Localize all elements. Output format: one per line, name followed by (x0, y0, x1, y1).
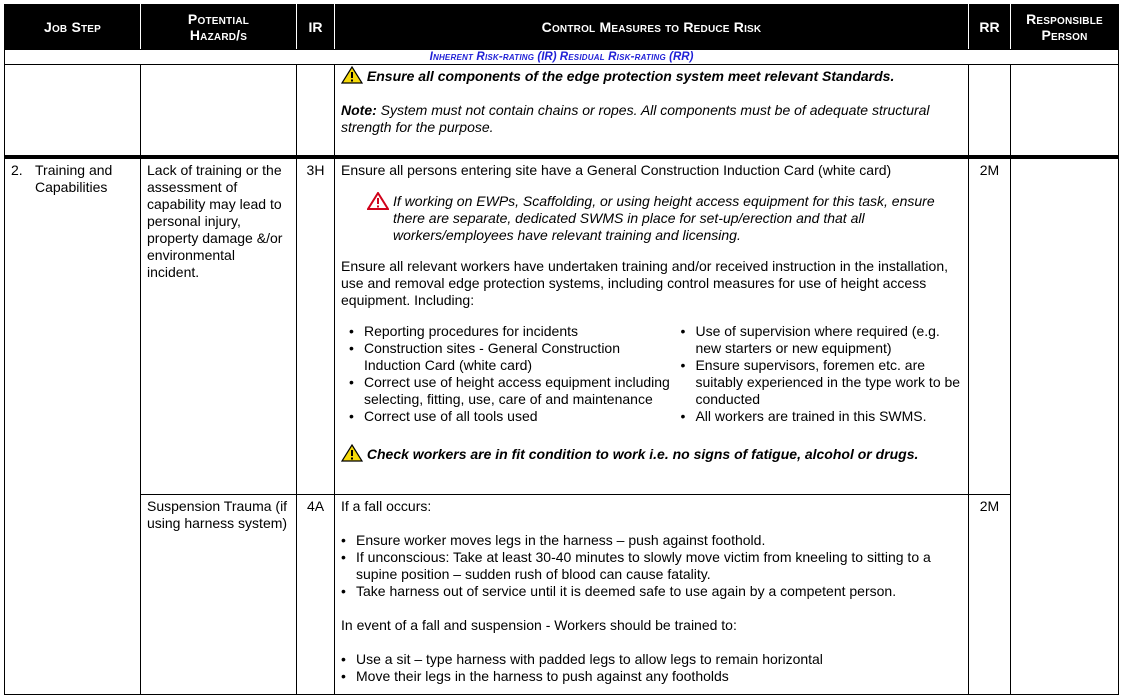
cell-rr-suspension (969, 495, 1011, 695)
training-topics-right (672, 323, 962, 425)
cell-job-step (5, 157, 141, 695)
suspension-training-list (341, 651, 962, 685)
col-header-responsible (1011, 5, 1119, 50)
note-paragraph (341, 102, 962, 136)
cell-ir-suspension (297, 495, 335, 695)
cell-empty-step (5, 65, 141, 157)
col-header-hazards-line2: Hazard/s (189, 27, 248, 43)
col-header-rr: RR (969, 5, 1011, 50)
table-row-suspension (5, 495, 1119, 695)
rr-training-value: 2M (979, 161, 1000, 178)
list-item: • Correct use of height access equipment including selecting, fitting, use, care of and maintenance (341, 374, 670, 408)
legend-inherent-abbr: (IR) (537, 51, 557, 63)
fit-condition-warning-text: Check workers are in fit condition to work i.e. no signs of fatigue, alcohol or drugs. (366, 445, 919, 462)
col-header-responsible-line2: Person (1041, 27, 1088, 43)
list-item: • All workers are trained in this SWMS. (672, 408, 962, 425)
ewp-warning-text: If working on EWPs, Scaffolding, or using height access equipment for this task, ensure there are separate, dedicated SWMS in place for set-up/erection and that all workers/employees have relevant training and licensing. (393, 192, 935, 243)
fall-intro: If a fall occurs: (341, 498, 432, 514)
rr-suspension-value: 2M (979, 498, 1000, 514)
note-text: System must not contain chains or ropes. All components must be of adequate structural strength for the purpose. (341, 102, 930, 135)
cell-empty-rr (969, 65, 1011, 157)
caution-triangle-icon (341, 66, 363, 84)
hazard-suspension-text: Suspension Trauma (if using harness system) (147, 498, 288, 531)
ewp-warning (341, 193, 962, 244)
step-number: 2. (11, 161, 23, 178)
edge-standards-warning-text: Ensure all components of the edge protection system meet relevant Standards. (366, 68, 895, 84)
list-item: • Use a sit – type harness with padded legs to allow legs to remain horizontal (341, 651, 962, 668)
list-item: • Move their legs in the harness to push against any footholds (341, 668, 962, 685)
header-row (5, 5, 1119, 50)
cell-empty-ir (297, 65, 335, 157)
white-card-paragraph: Ensure all persons entering site have a General Construction Induction Card (white card) (341, 161, 892, 178)
ir-training-value: 3H (306, 161, 325, 178)
table-row-continuation (5, 65, 1119, 157)
cell-hazard-suspension (141, 495, 297, 695)
legend-inherent: Inherent Risk-rating (429, 51, 535, 63)
training-topics (341, 323, 962, 425)
cell-empty-responsible (1011, 65, 1119, 157)
list-item: • Construction sites - General Construction Induction Card (white card) (341, 340, 670, 374)
cell-controls-training (335, 157, 969, 495)
cell-rr-training (969, 157, 1011, 495)
cell-responsible-person (1011, 157, 1119, 695)
legend-residual: Residual Risk-rating (559, 51, 666, 63)
edge-standards-warning (341, 66, 962, 85)
col-header-responsible-line1: Responsible (1026, 11, 1103, 27)
list-item: • Use of supervision where required (e.g. new starters or new equipment) (672, 323, 962, 357)
legend-row (5, 50, 1119, 65)
cell-controls-suspension (335, 495, 969, 695)
col-header-hazards-line1: Potential (187, 11, 250, 27)
hazard-training-text: Lack of training or the assessment of capability may lead to personal injury, property damage &/or environmental incident. (147, 161, 283, 280)
legend-residual-abbr: (RR) (669, 51, 694, 63)
cell-empty-hazard (141, 65, 297, 157)
fall-response-list (341, 532, 962, 600)
list-item: • Correct use of all tools used (341, 408, 670, 425)
list-item: • Ensure supervisors, foremen etc. are suitably experienced in the type work to be conducted (672, 357, 962, 408)
cell-hazard-training (141, 157, 297, 495)
list-item: • Ensure worker moves legs in the harness – push against foothold. (341, 532, 962, 549)
fit-condition-warning (341, 444, 962, 463)
note-label: Note: (341, 102, 377, 118)
step-name: Training and Capabilities (35, 161, 113, 195)
table-row-training (5, 157, 1119, 495)
training-paragraph: Ensure all relevant workers have undertaken training and/or received instruction in the installation, use and removal edge protection systems, including control measures for use of height access equipment. Including: (341, 257, 949, 308)
suspension-training-paragraph: In event of a fall and suspension - Workers should be trained to: (341, 617, 737, 633)
col-header-controls: Control Measures to Reduce Risk (335, 5, 969, 50)
col-header-hazards (141, 5, 297, 50)
swms-page (4, 4, 1118, 695)
col-header-job-step: Job Step (5, 5, 141, 50)
col-header-ir: IR (297, 5, 335, 50)
cell-ir-training (297, 157, 335, 495)
risk-table (4, 4, 1119, 695)
ir-suspension-value: 4A (306, 498, 325, 514)
risk-legend (5, 50, 1119, 65)
list-item: • Take harness out of service until it is deemed safe to use again by a competent person. (341, 583, 962, 600)
caution-triangle-icon (341, 444, 363, 462)
cell-controls-cont (335, 65, 969, 157)
list-item: • Reporting procedures for incidents (341, 323, 670, 340)
list-item: • If unconscious: Take at least 30-40 minutes to slowly move victim from kneeling to sitting to a supine position – sudden rush of blood can cause fatality. (341, 549, 962, 583)
training-topics-left (341, 323, 670, 425)
danger-triangle-icon (367, 192, 389, 210)
